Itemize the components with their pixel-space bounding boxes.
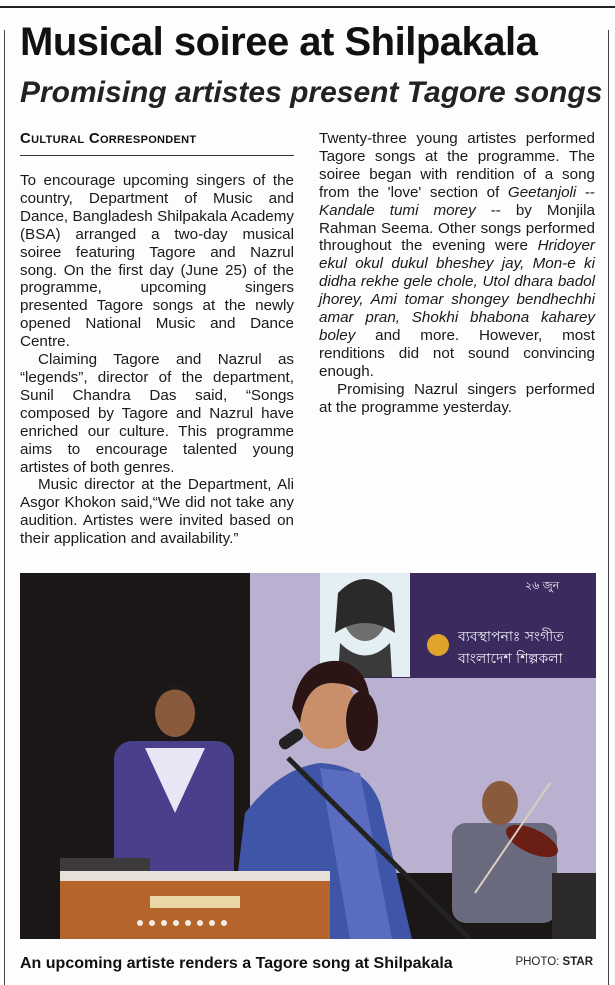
byline-rule: [20, 155, 294, 156]
photo-credit: [515, 956, 593, 968]
harmonium-keys: [60, 871, 330, 881]
paragraph-2: Claiming Tagore and Nazrul as “legends”, director of the department, Sunil Chandra Das said, “Songs composed by Tagore and Nazrul have enriched our culture. This programme aims to encourage talented young artistes of both genres.: [20, 351, 294, 476]
photo-credit-name: STAR: [562, 956, 593, 968]
article-column-left: [20, 172, 294, 548]
left-column-rule: [4, 30, 5, 985]
headline: Musical soiree at Shilpakala: [20, 20, 538, 64]
article-column-right: [319, 130, 595, 417]
title-separator: --: [576, 183, 595, 201]
paragraph-4-text-c: and more. However, most renditions did not sound convincing enough.: [319, 326, 595, 380]
paragraph-5: Promising Nazrul singers performed at the programme yesterday.: [319, 380, 595, 416]
banner-date: ২৬ জুন: [525, 579, 560, 592]
paragraph-4-text-b: -- by Monjila Rahman Seema. Other songs performed throughout the evening were: [319, 201, 595, 255]
geetanjoli-title: Geetanjoli: [507, 183, 577, 201]
subheadline: Promising artistes present Tagore songs: [20, 76, 603, 109]
top-rule: [0, 6, 615, 8]
paragraph-4-text-a: Twenty-three young artistes performed Tagore songs at the programme. The soiree began with rendition of a song from the 'love' section of: [319, 130, 595, 201]
bsa-logo: [427, 634, 449, 656]
singer-hair-bun: [346, 691, 378, 751]
violinist-head: [482, 781, 518, 825]
kandale-song-title: Kandale tumi morey: [319, 201, 476, 219]
performance-photo: [20, 573, 596, 939]
banner-text-2: বাংলাদেশ শিল্পকলা: [458, 651, 563, 667]
harmonium: [60, 878, 330, 939]
photo-caption: An upcoming artiste renders a Tagore song at Shilpakala: [20, 955, 453, 972]
banner-text-1: ব্যবস্থাপনাঃ সংগীত: [458, 629, 564, 645]
paragraph-4: [319, 130, 595, 381]
chair: [552, 873, 596, 939]
song-list: Hridoyer ekul okul dukul bheshey jay, Mon-e ki didha rekhe gele chole, Utol dhara badol jhorey, Ami tomar shongey bendhechhi amar pran, Shokhi bhabona kaharey boley: [319, 237, 595, 344]
photo-illustration: [20, 573, 596, 939]
paragraph-3: Music director at the Department, Ali Asgor Khokon said,“We did not take any audition. Artistes were invited based on their application and availability.”: [20, 476, 294, 548]
right-column-rule: [608, 30, 609, 985]
left-musician-head: [155, 689, 195, 737]
harmonium-plate: [150, 896, 240, 908]
paragraph-1: To encourage upcoming singers of the country, Department of Music and Dance, Bangladesh Shilpakala Academy (BSA) arranged a two-day musical soiree featuring Tagore and Nazrul song. On the first day (June 25) of the programme, upcoming singers presented Tagore songs at the newly opened National Music and Dance Centre.: [20, 172, 294, 351]
byline: Cultural Correspondent: [20, 130, 197, 147]
photo-credit-label: PHOTO:: [515, 956, 560, 968]
